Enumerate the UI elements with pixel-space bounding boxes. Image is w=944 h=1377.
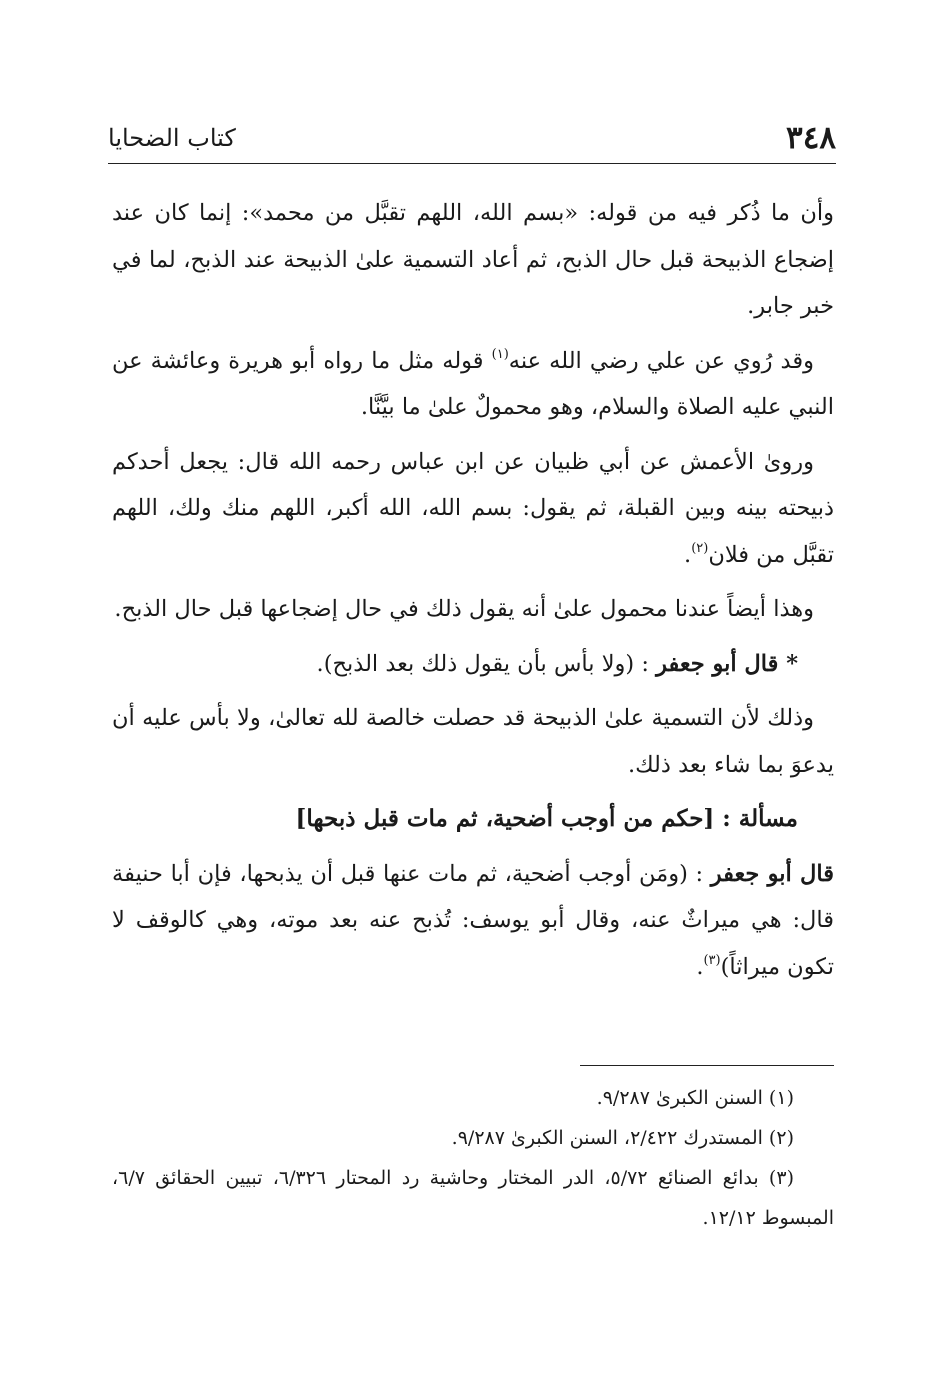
main-text bbox=[112, 190, 834, 998]
paragraph-1 bbox=[112, 190, 834, 330]
footnote-ref-1[interactable]: (١) bbox=[491, 346, 509, 362]
footnote-ref-2[interactable]: (٢) bbox=[691, 540, 709, 556]
paragraph-6-text: وذلك لأن التسمية علىٰ الذبيحة قد حصلت خالصة لله تعالىٰ، ولا بأس عليه أن يدعوَ بما شاء بعد ذلك. bbox=[112, 705, 834, 778]
paragraph-2-text-a: وقد رُوي عن علي رضي الله عنه bbox=[508, 347, 814, 374]
paragraph-2-text-b: قوله مثل ما رواه أبو هريرة وعائشة عن النبي عليه الصلاة والسلام، وهو محمولٌ علىٰ ما بيَّنَّا. bbox=[112, 347, 834, 420]
paragraph-4-text: وهذا أيضاً عندنا محمول علىٰ أنه يقول ذلك في حال إضجاعها قبل حال الذبح. bbox=[114, 596, 814, 622]
paragraph-7 bbox=[112, 851, 834, 991]
paragraph-5 bbox=[112, 641, 834, 688]
section-heading-text: مسألة : [حكم من أوجب أضحية، ثم مات قبل ذبحها] bbox=[295, 805, 798, 832]
footnote-ref-3[interactable]: (٣) bbox=[703, 952, 721, 968]
footnote-3: (٣) بدائع الصنائع ٥/٧٢، الدر المختار وحاشية رد المحتار ٦/٣٢٦، تبيين الحقائق ٦/٧، المبسوط ١٢/١٢. bbox=[112, 1167, 834, 1229]
paragraph-3 bbox=[112, 439, 834, 579]
paragraph-3-text-b: . bbox=[684, 541, 692, 568]
footnotes bbox=[112, 1078, 834, 1238]
footnote-1: (١) السنن الكبرىٰ ٩/٢٨٧. bbox=[596, 1087, 794, 1109]
paragraph-5-speaker: قال أبو جعفر bbox=[656, 650, 779, 677]
footnote-rule bbox=[580, 1065, 834, 1066]
paragraph-4 bbox=[112, 586, 834, 633]
paragraph-3-text-a: وروىٰ الأعمش عن أبي ظبيان عن ابن عباس رحمه الله قال: يجعل أحدكم ذبيحته بينه وبين القبلة، ثم يقول: بسم الله، الله أكبر، اللهم منك ولك، اللهم تقبَّل من فلان bbox=[112, 448, 834, 568]
paragraph-5-text: : (ولا بأس بأن يقول ذلك بعد الذبح). bbox=[316, 650, 657, 677]
page-header bbox=[108, 118, 836, 162]
paragraph-1-text: وأن ما ذُكر فيه من قوله: «بسم الله، اللهم تقبَّل من محمد»: إنما كان عند إضجاع الذبيحة قبل حال الذبح، ثم أعاد التسمية علىٰ الذبيحة عند الذبح، لما في خبر جابر. bbox=[112, 200, 834, 319]
footnote-2: (٢) المستدرك ٢/٤٢٢، السنن الكبرىٰ ٩/٢٨٧. bbox=[451, 1127, 794, 1149]
section-heading bbox=[112, 796, 834, 843]
page-number: ٣٤٨ bbox=[786, 120, 836, 156]
header-rule bbox=[108, 163, 836, 164]
star-marker: * bbox=[778, 650, 798, 677]
running-title: كتاب الضحايا bbox=[108, 124, 236, 152]
paragraph-7-speaker: قال أبو جعفر bbox=[710, 860, 834, 887]
paragraph-7-end: . bbox=[696, 953, 704, 980]
paragraph-2 bbox=[112, 338, 834, 431]
paragraph-7-text: : (ومَن أوجب أضحية، ثم مات عنها قبل أن يذبحها، فإن أبا حنيفة قال: هي ميراثٌ عنه، وقال أبو يوسف: تُذبح عنه بعد موته، وهي كالوقف لا تكون ميراثاً) bbox=[112, 860, 834, 980]
paragraph-6 bbox=[112, 695, 834, 788]
